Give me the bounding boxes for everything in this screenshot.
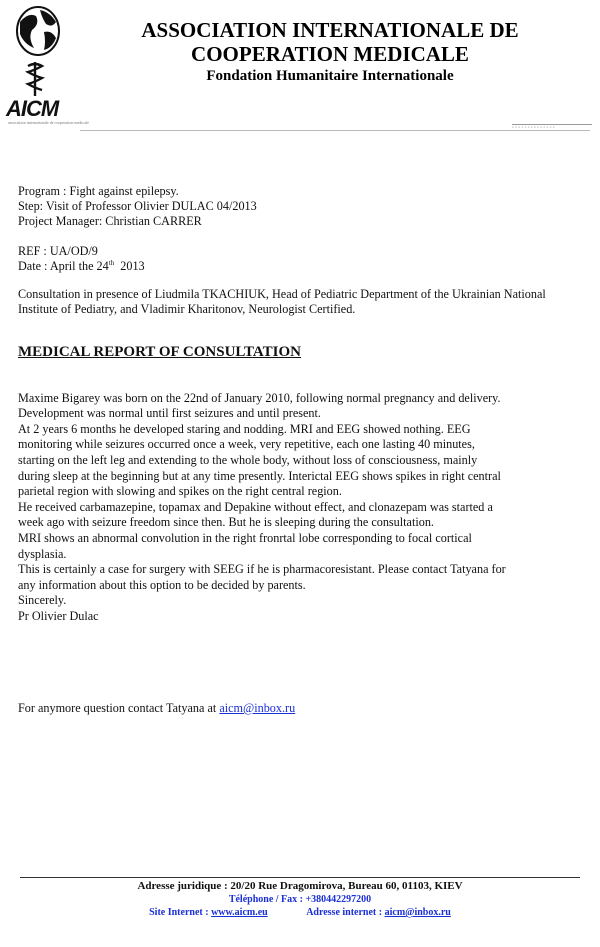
date-suffix: 2013 <box>114 259 145 273</box>
email-label: Adresse internet : <box>306 907 385 918</box>
date-superscript: th <box>108 259 115 267</box>
body-line: dysplasia. <box>18 547 67 561</box>
body-line: At 2 years 6 months he developed staring and nodding. MRI and EEG showed nothing. EEG <box>18 422 471 436</box>
date-prefix: Date : April the 24 <box>18 259 109 273</box>
signature-name: Pr Olivier Dulac <box>18 609 99 623</box>
header-title-line2: COOPERATION MEDICALE <box>191 42 469 66</box>
logo-tagline: association internationale de cooperation medicale <box>8 120 89 125</box>
body-line: Development was normal until first seizures and until present. <box>18 406 321 420</box>
reference-line: REF : UA/OD/9 <box>18 244 98 258</box>
body-line: Sincerely. <box>18 593 67 607</box>
report-title: MEDICAL REPORT OF CONSULTATION <box>18 344 301 360</box>
footer-phone: Téléphone / Fax : +380442297200 <box>228 894 372 905</box>
footer-email-link[interactable]: aicm@inbox.ru <box>384 907 451 918</box>
body-line: week ago with seizure freedom since then. But he is sleeping during the consultation. <box>18 515 434 529</box>
header-title-line1: ASSOCIATION INTERNATIONALE DE <box>141 18 519 42</box>
footer-links <box>0 907 600 918</box>
date-line <box>18 259 145 275</box>
contact-line <box>18 701 295 717</box>
header-divider <box>80 130 590 131</box>
body-line: starting on the left leg and extending to the whole body, without loss of consciousness, mainly <box>18 453 478 467</box>
step-line: Step: Visit of Professor Olivier DULAC 04/2013 <box>18 199 257 213</box>
body-line: This is certainly a case for surgery with SEEG if he is pharmacoresistant. Please contact Tatyana for <box>18 562 506 576</box>
body-line: during sleep at the beginning but at any time presently. Interictal EEG shows spikes in right central <box>18 469 501 483</box>
logo-wordmark: AICM <box>6 96 59 121</box>
site-label: Site Internet : <box>149 907 212 918</box>
contact-text: For anymore question contact Tatyana at <box>18 701 220 715</box>
body-line: He received carbamazepine, topamax and Depakine without effect, and clonazepam was started a <box>18 500 493 514</box>
body-line: any information about this option to be decided by parents. <box>18 578 306 592</box>
project-manager-line: Project Manager: Christian CARRER <box>18 214 202 228</box>
globe-icon <box>14 4 62 58</box>
aicm-logo <box>6 4 89 130</box>
footer-address: Adresse juridique : 20/20 Rue Dragomirova, Bureau 60, 01103, KIEV <box>137 880 463 892</box>
program-line: Program : Fight against epilepsy. <box>18 184 179 198</box>
body-line: parietal region with slowing and spikes on the right central region. <box>18 484 342 498</box>
caduceus-icon <box>20 60 50 98</box>
contact-email-link[interactable]: aicm@inbox.ru <box>219 701 296 715</box>
consultation-line: Consultation in presence of Liudmila TKACHIUK, Head of Pediatric Department of the Ukrainian National <box>18 287 546 301</box>
header-subtitle: Fondation Humanitaire Internationale <box>206 68 454 84</box>
website-link[interactable]: www.aicm.eu <box>211 907 268 918</box>
consultation-line: Institute of Pediatry, and Vladimir Kharitonov, Neurologist Certified. <box>18 302 356 316</box>
body-line: MRI shows an abnormal convolution in the right fronrtal lobe corresponding to focal cortical <box>18 531 472 545</box>
body-line: Maxime Bigarey was born on the 22nd of January 2010, following normal pregnancy and delivery. <box>18 391 501 405</box>
body-line: monitoring while seizures occurred once a week, very repetitive, each one lasting 40 minutes, <box>18 437 475 451</box>
decorative-ornament: ◦◦◦◦◦◦◦◦◦◦◦◦◦◦ <box>512 116 592 125</box>
footer-divider <box>20 877 580 878</box>
